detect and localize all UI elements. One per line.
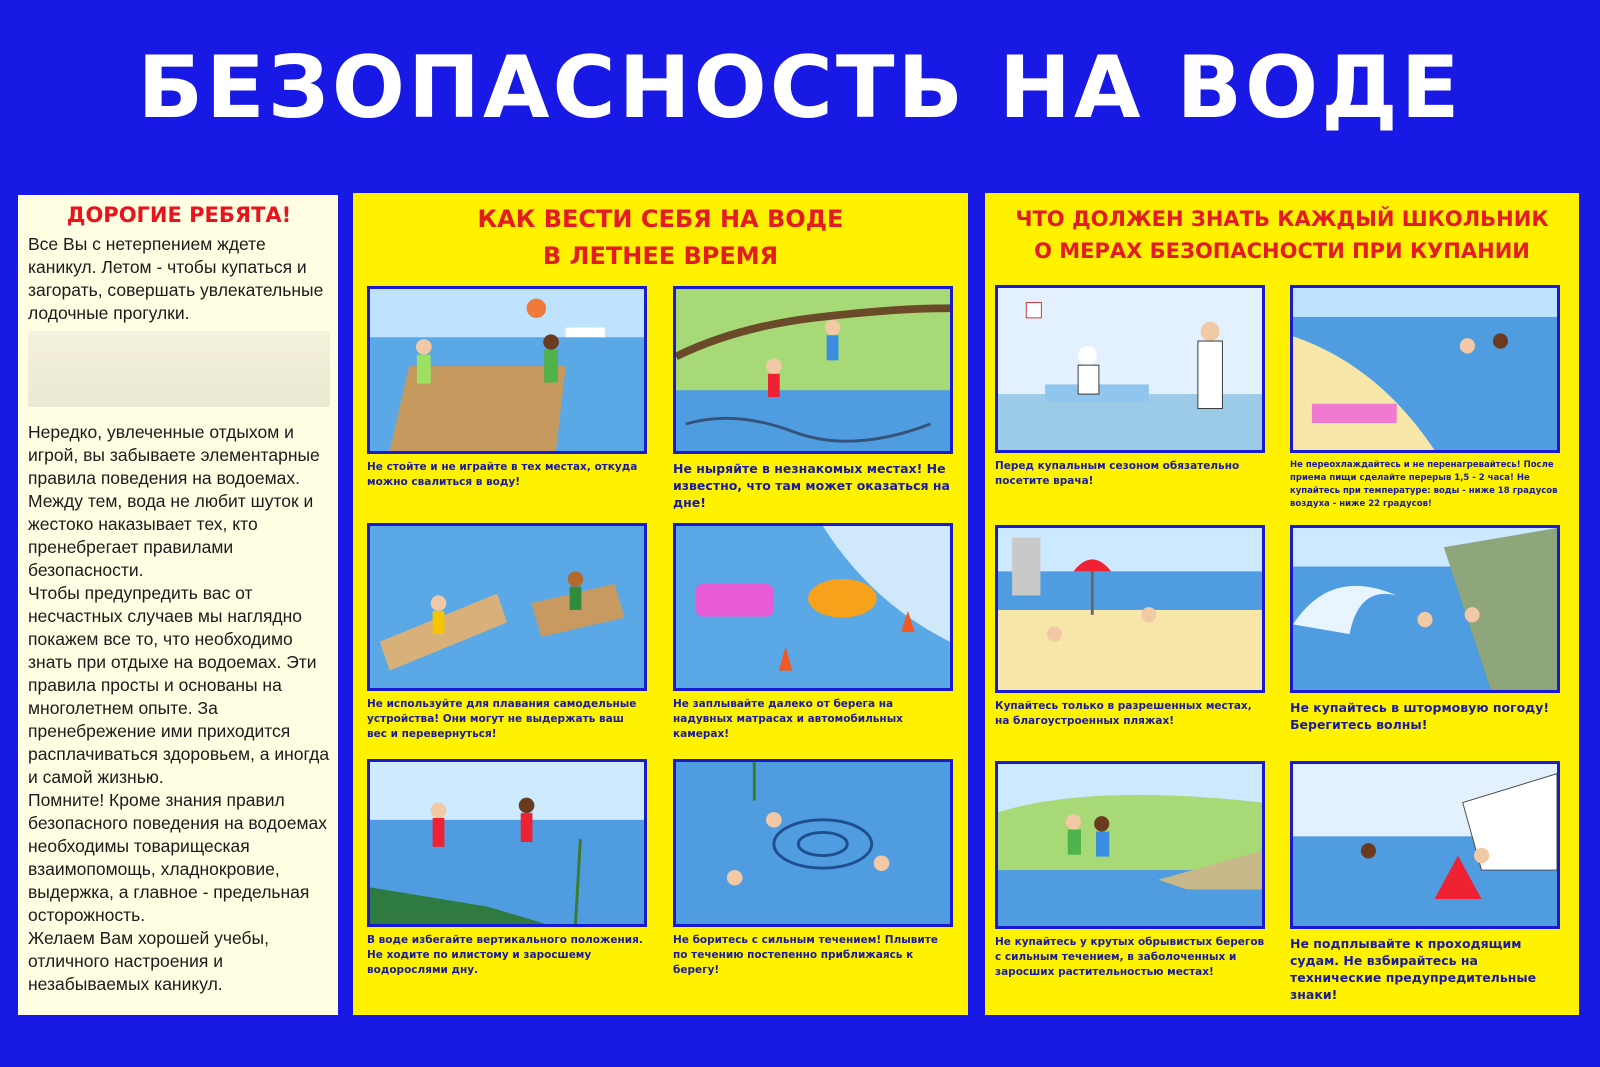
heading-line-2: В ЛЕТНЕЕ ВРЕМЯ <box>542 242 779 270</box>
rule-illustration <box>1290 761 1560 929</box>
intro-paragraph-3: Чтобы предупредить вас от несчастных случаев мы наглядно покажем все то, что необходимо знать при отдыхе на водоемах. Эти правила просты и основаны на многолетнем опыте. За пренебрежение ими приходится расплачиваться здоровьем, а иногда и самой жизнью. <box>28 583 330 787</box>
schoolchild-rules-panel <box>985 193 1579 1015</box>
rule-caption: Перед купальным сезоном обязательно посетите врача! <box>995 460 1240 487</box>
rule-card <box>1290 285 1560 511</box>
rule-illustration <box>673 286 953 454</box>
summer-behavior-heading <box>353 201 968 275</box>
heading-line-1: ЧТО ДОЛЖЕН ЗНАТЬ КАЖДЫЙ ШКОЛЬНИК <box>1015 207 1549 231</box>
poster-title: БЕЗОПАСНОСТЬ НА ВОДЕ <box>137 38 1463 138</box>
rule-card <box>367 523 647 742</box>
rule-caption: Не стойте и не играйте в тех местах, откуда можно свалиться в воду! <box>367 461 638 488</box>
rule-illustration <box>995 285 1265 453</box>
rule-caption: Не переохлаждайтесь и не перенагревайтесь! После приема пищи сделайте перерыв 1,5 - 2 часа! Не купайтесь при температуре: воды - ниже 18 градусов воздуха - ниже 22 градусов! <box>1290 460 1558 509</box>
intro-paragraph-4: Помните! Кроме знания правил безопасного поведения на водоемах необходимы товарищеская взаимопомощь, хладнокровие, выдержка, а главное - предельная осторожность. <box>28 790 327 925</box>
rule-caption: Не ныряйте в незнакомых местах! Не известно, что там может оказаться на дне! <box>673 461 950 510</box>
schoolchild-rules-heading <box>985 203 1579 267</box>
rule-card <box>995 285 1265 489</box>
rule-card <box>673 759 953 978</box>
rule-illustration <box>673 523 953 691</box>
rule-illustration <box>367 286 647 454</box>
rule-illustration <box>673 759 953 927</box>
rule-caption: Не используйте для плавания самодельные устройства! Они могут не выдержать ваш вес и перевернуться! <box>367 698 637 740</box>
rule-illustration <box>367 523 647 691</box>
rule-caption: Не заплывайте далеко от берега на надувных матрасах и автомобильных камерах! <box>673 698 903 740</box>
rule-caption: Не купайтесь у крутых обрывистых берегов с сильным течением, в заболоченных и заросших растительностью местах! <box>995 936 1265 978</box>
heading-line-2: О МЕРАХ БЕЗОПАСНОСТИ ПРИ КУПАНИИ <box>1034 239 1530 263</box>
intro-paragraph-5: Желаем Вам хорошей учебы, отличного настроения и незабываемых каникул. <box>28 928 269 994</box>
rule-caption: Купайтесь только в разрешенных местах, на благоустроенных пляжах! <box>995 700 1252 727</box>
rule-caption: В воде избегайте вертикального положения. Не ходите по илистому и заросшему водорослями дну. <box>367 934 643 976</box>
rule-illustration <box>1290 525 1560 693</box>
rule-illustration <box>995 525 1265 693</box>
rule-illustration <box>1290 285 1560 453</box>
rule-card <box>367 759 647 978</box>
rule-illustration <box>367 759 647 927</box>
rule-card <box>995 761 1265 980</box>
blurred-area <box>28 331 330 407</box>
rule-card <box>673 523 953 742</box>
intro-paragraph-2: Нередко, увлеченные отдыхом и игрой, вы забываете элементарные правила поведения на водоемах. Между тем, вода не любит шуток и жестоко наказывает тех, кто пренебрегает правилами безопасности. <box>28 422 320 580</box>
rule-card <box>673 286 953 511</box>
rule-illustration <box>995 761 1265 929</box>
intro-panel <box>18 195 338 1015</box>
rule-card <box>367 286 647 490</box>
rule-card <box>1290 525 1560 733</box>
summer-behavior-panel <box>353 193 968 1015</box>
rule-caption: Не купайтесь в штормовую погоду! Берегитесь волны! <box>1290 700 1550 732</box>
rule-caption: Не подплывайте к проходящим судам. Не взбирайтесь на технические предупредительные знаки! <box>1290 936 1537 1002</box>
intro-heading: ДОРОГИЕ РЕБЯТА! <box>66 203 292 227</box>
rule-card <box>1290 761 1560 1003</box>
rule-caption: Не боритесь с сильным течением! Плывите по течению постепенно приближаясь к берегу! <box>673 934 938 976</box>
heading-line-1: КАК ВЕСТИ СЕБЯ НА ВОДЕ <box>477 205 844 233</box>
rule-card <box>995 525 1265 729</box>
intro-paragraph-1: Все Вы с нетерпением ждете каникул. Летом - чтобы купаться и загорать, совершать увлекательные лодочные прогулки. <box>28 234 324 323</box>
